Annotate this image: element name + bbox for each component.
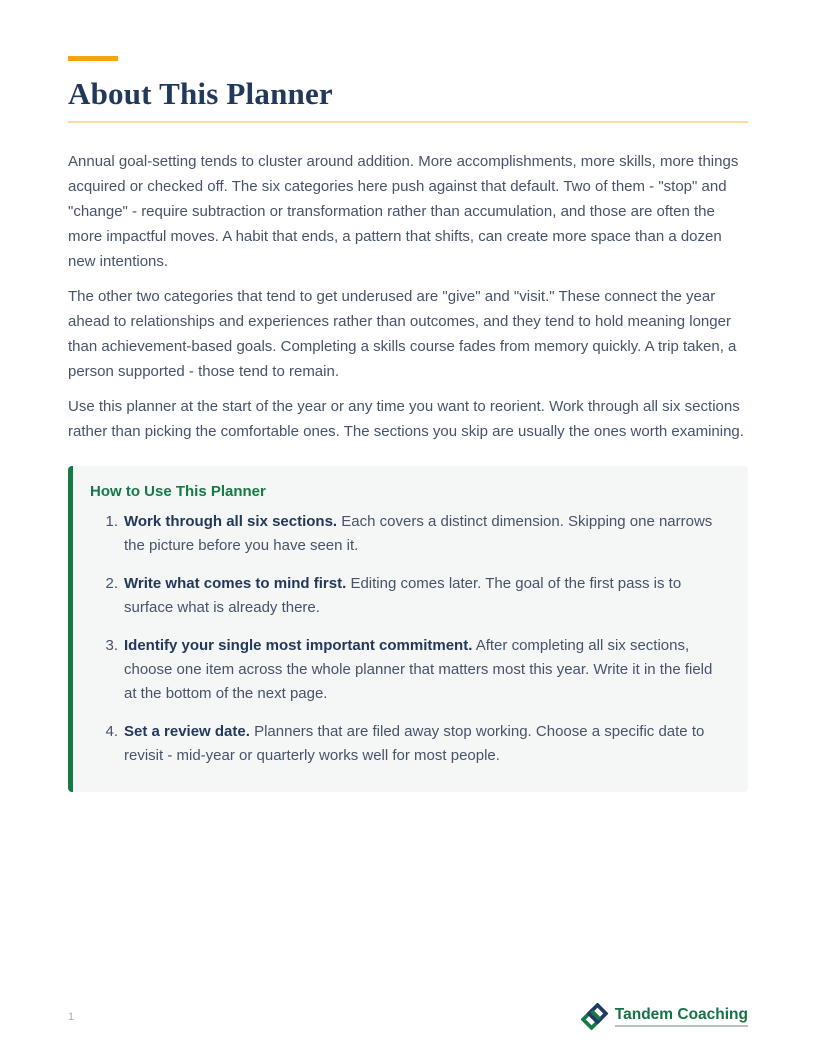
list-item-text xyxy=(124,634,724,706)
list-item-number: 2. xyxy=(105,575,118,592)
list-item-number: 1. xyxy=(105,513,118,530)
list-item-detail: Each covers a distinct dimension. Skipping one narrows the picture before you have seen it. xyxy=(124,513,713,554)
list-item-text xyxy=(124,572,724,620)
list-item-lead: Identify your single most important commitment. xyxy=(124,637,473,654)
list-item-lead: Write what comes to mind first. xyxy=(124,575,347,592)
list-item-text xyxy=(124,720,724,768)
page-title: About This Planner xyxy=(68,76,748,123)
list-item xyxy=(96,572,724,620)
tandem-diamond-logo-icon xyxy=(581,1003,608,1030)
list-item-detail: Editing comes later. The goal of the first pass is to surface what is already there. xyxy=(124,575,682,616)
brand-footer xyxy=(581,1003,748,1030)
list-item-text xyxy=(124,510,724,558)
list-item-lead: Set a review date. xyxy=(124,723,250,740)
callout-heading: How to Use This Planner xyxy=(90,483,266,500)
list-item xyxy=(96,720,724,768)
list-item-number: 3. xyxy=(105,637,118,654)
list-item xyxy=(96,510,724,558)
list-item-number: 4. xyxy=(105,723,118,740)
list-item-lead: Work through all six sections. xyxy=(124,513,338,530)
how-to-list xyxy=(90,510,724,768)
brand-name: Tandem Coaching xyxy=(615,1006,748,1027)
page-number: 1 xyxy=(68,1011,75,1023)
how-to-use-callout xyxy=(68,466,748,792)
accent-bar xyxy=(68,56,118,61)
list-item-detail: Planners that are filed away stop working. Choose a specific date to revisit - mid-year or quarterly works well for most people. xyxy=(124,723,705,764)
intro-paragraph-1: Annual goal-setting tends to cluster around addition. More accomplishments, more skills, more things acquired or checked off. The six categories here push against that default. Two of them - "stop" and "change" - require subtraction or transformation rather than accumulation, and those are often the more impactful moves. A habit that ends, a pattern that shifts, can create more space than a dozen new intentions. xyxy=(68,153,739,270)
intro-paragraph-2: The other two categories that tend to get underused are "give" and "visit." These connect the year ahead to relationships and experiences rather than outcomes, and they tend to hold meaning longer than achievement-based goals. Completing a skills course fades from memory quickly. A trip taken, a person supported - those tend to remain. xyxy=(68,288,737,380)
intro-paragraph-3: Use this planner at the start of the year or any time you want to reorient. Work through all six sections rather than picking the comfortable ones. The sections you skip are usually the ones worth examining. xyxy=(68,398,744,440)
list-item-detail: After completing all six sections, choose one item across the whole planner that matters most this year. Write it in the field at the bottom of the next page. xyxy=(124,637,713,702)
list-item xyxy=(96,634,724,706)
